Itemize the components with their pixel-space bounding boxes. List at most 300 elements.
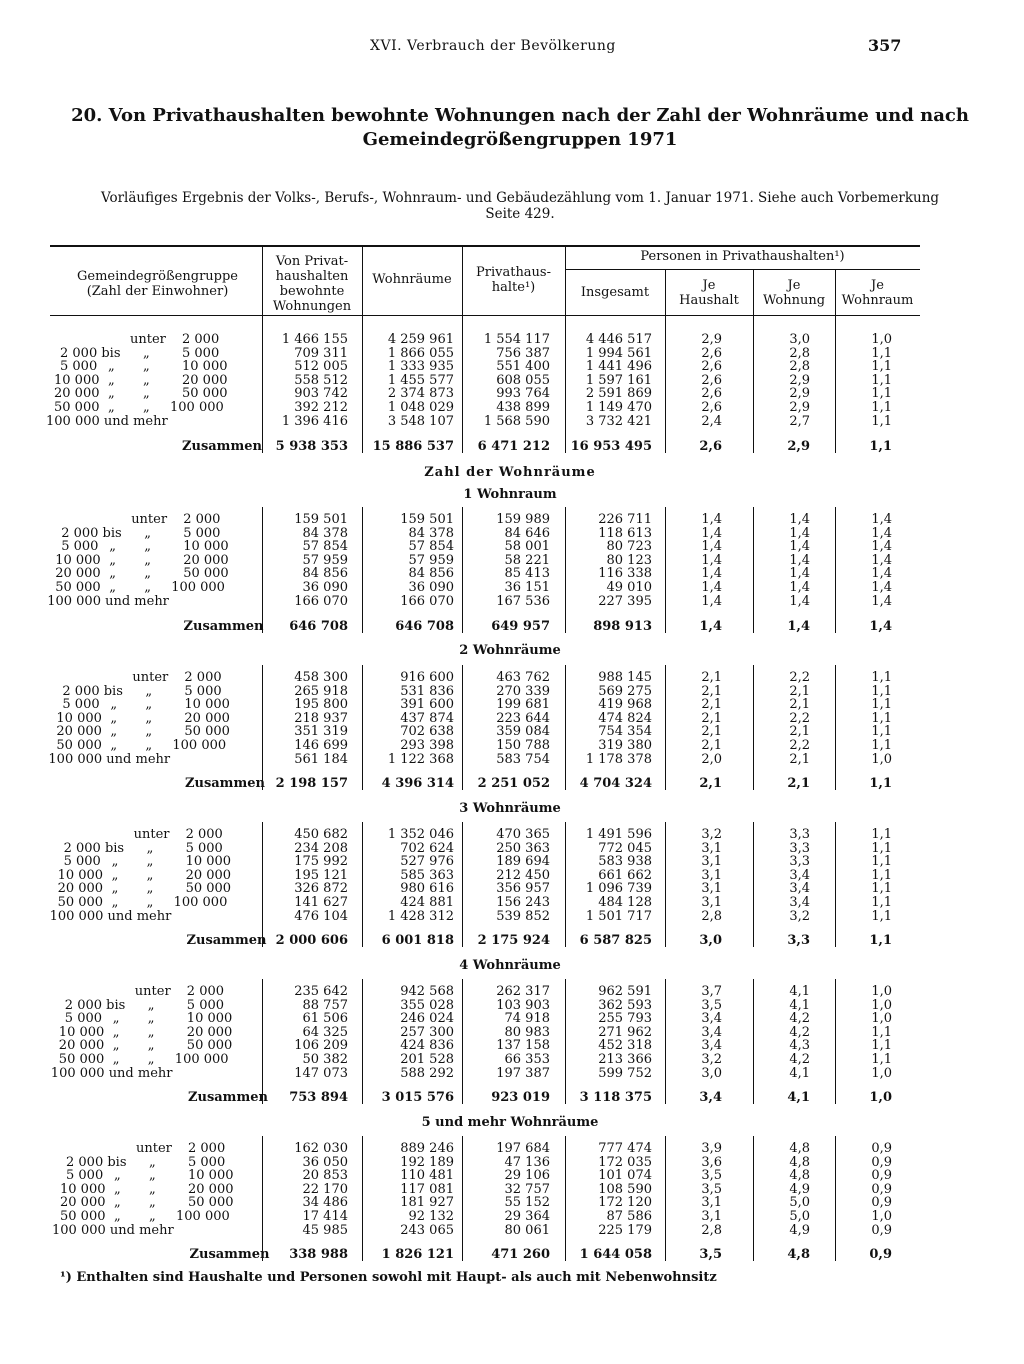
table-cell: 243 065 xyxy=(400,1222,454,1238)
table-cell: 756 387 xyxy=(496,345,550,361)
ditto-mark: „ xyxy=(145,724,153,740)
table-cell: 3,5 xyxy=(701,1168,722,1184)
ditto-mark: „ xyxy=(147,997,155,1013)
table-row xyxy=(50,1156,920,1170)
table-cell: 2,9 xyxy=(789,400,810,415)
table-cell: 58 221 xyxy=(504,552,550,568)
table-cell: 1,4 xyxy=(787,619,810,634)
table-cell: 1 644 058 xyxy=(579,1247,652,1262)
table-cell: 558 512 xyxy=(294,372,348,388)
table-cell: 1,1 xyxy=(871,1038,892,1054)
header-privat-l1: Privathaus- xyxy=(476,265,551,280)
ditto-mark: „ xyxy=(114,1168,121,1184)
table-cell: 147 073 xyxy=(294,1065,348,1081)
ditto-mark: „ xyxy=(111,867,119,883)
ditto-mark: „ xyxy=(145,738,153,753)
label-prefix: 10 000 xyxy=(55,552,101,568)
table-cell: 1,1 xyxy=(871,697,892,713)
running-header: XVI. Verbrauch der Bevölkerung xyxy=(370,38,616,54)
table-row xyxy=(50,712,920,726)
label-bound: 20 000 xyxy=(182,372,228,388)
table-cell: 167 536 xyxy=(496,593,550,609)
ditto-mark: „ xyxy=(144,580,151,595)
table-cell: 47 136 xyxy=(504,1154,550,1170)
table-cell: 539 852 xyxy=(496,908,550,924)
header-col-separator xyxy=(753,269,754,315)
table-cell: 608 055 xyxy=(496,372,550,388)
table-cell: 4,1 xyxy=(789,984,810,999)
subtitle-line-1: Vorläufiges Ergebnis der Volks-, Berufs-, Wohnraum- und Gebäudezählung vom 1. Januar 1971. Siehe auch Vorbemerkung xyxy=(100,190,940,206)
table-cell: 450 682 xyxy=(294,827,348,842)
table-cell: 1,1 xyxy=(869,933,892,948)
table-cell: 923 019 xyxy=(491,1090,550,1105)
table-row xyxy=(50,360,920,374)
header-wohnungen-l4: Wohnungen xyxy=(272,299,352,314)
table-cell: 3,3 xyxy=(789,827,810,842)
table-row xyxy=(50,1142,920,1156)
table-cell: 319 380 xyxy=(598,738,652,753)
label-bound: 10 000 xyxy=(183,539,229,555)
table-cell: 58 001 xyxy=(504,539,550,555)
ditto-mark: „ xyxy=(108,359,115,375)
table-cell: 1,1 xyxy=(871,670,892,685)
label-prefix: unter xyxy=(132,670,169,685)
table-total-row xyxy=(50,777,920,791)
table-row xyxy=(50,527,920,541)
table-row xyxy=(50,698,920,712)
table-cell: 2,8 xyxy=(701,908,722,924)
table-row xyxy=(50,1053,920,1067)
total-label: Zusammen xyxy=(185,776,265,791)
label-bound: 10 000 xyxy=(185,854,232,870)
table-cell: 916 600 xyxy=(400,670,454,685)
table-cell: 17 414 xyxy=(302,1209,348,1224)
label-prefix: 5 000 xyxy=(62,697,100,713)
table-cell: 3,3 xyxy=(789,840,810,856)
table-cell: 4,3 xyxy=(789,1038,810,1054)
table-cell: 3,1 xyxy=(701,1209,722,1224)
header-je-haushalt-l2: Haushalt xyxy=(679,293,739,308)
table-cell: 55 152 xyxy=(504,1195,550,1211)
table-cell: 3,3 xyxy=(789,854,810,870)
table-cell: 3,0 xyxy=(701,1065,722,1081)
table-cell: 1,4 xyxy=(789,593,810,609)
ditto-mark: „ xyxy=(109,539,116,555)
table-row xyxy=(50,855,920,869)
table-cell: 1 122 368 xyxy=(387,751,454,767)
table-cell: 2,2 xyxy=(789,710,810,726)
table-row xyxy=(50,739,920,753)
table-row xyxy=(50,685,920,699)
table-cell: 0,9 xyxy=(871,1141,892,1156)
table-cell: 80 061 xyxy=(504,1222,550,1238)
label-prefix: 20 000 xyxy=(54,386,100,402)
table-cell: 0,9 xyxy=(869,1247,892,1262)
table-cell: 599 752 xyxy=(598,1065,652,1081)
ditto-mark: „ xyxy=(111,895,119,910)
table-cell: 1,4 xyxy=(701,539,722,555)
ditto-mark: „ xyxy=(149,1195,156,1211)
ditto-mark: „ xyxy=(147,1038,155,1054)
table-cell: 471 260 xyxy=(491,1247,550,1262)
table-cell: 66 353 xyxy=(504,1052,550,1067)
label-bound: 100 000 xyxy=(170,400,224,415)
ditto-mark: „ xyxy=(112,1024,120,1040)
table-row xyxy=(50,1169,920,1183)
label-bound: 2 000 xyxy=(182,332,220,347)
table-cell: 392 212 xyxy=(294,400,348,415)
table-cell: 1,1 xyxy=(871,386,892,402)
header-col-separator xyxy=(835,269,836,315)
table-cell: 3,4 xyxy=(701,1011,722,1027)
table-cell: 561 184 xyxy=(294,751,348,767)
table-subtitle xyxy=(60,190,980,222)
table-cell: 1,1 xyxy=(871,710,892,726)
table-cell: 4,2 xyxy=(789,1011,810,1027)
ditto-mark: „ xyxy=(114,1209,121,1224)
table-cell: 709 311 xyxy=(294,345,348,361)
table-cell: 1 994 561 xyxy=(585,345,652,361)
table-cell: 117 081 xyxy=(400,1181,454,1197)
table-row xyxy=(50,896,920,910)
label-bound: 10 000 xyxy=(184,697,230,713)
table-cell: 338 988 xyxy=(289,1247,348,1262)
table-cell: 80 723 xyxy=(606,539,652,555)
ditto-mark: „ xyxy=(146,840,154,856)
table-cell: 6 001 818 xyxy=(381,933,454,948)
table-row xyxy=(50,1039,920,1053)
table-cell: 1,4 xyxy=(701,512,722,527)
ditto-mark: „ xyxy=(144,566,151,582)
table-cell: 156 243 xyxy=(496,895,550,910)
table-cell: 293 398 xyxy=(400,738,454,753)
table-cell: 85 413 xyxy=(504,566,550,582)
table-cell: 4,8 xyxy=(787,1247,810,1262)
label-prefix: 2 000 bis xyxy=(63,840,125,856)
table-cell: 2,6 xyxy=(701,386,722,402)
table-row xyxy=(50,753,920,767)
label-prefix: 2 000 bis xyxy=(66,1154,127,1170)
table-row xyxy=(50,1026,920,1040)
label-prefix: 20 000 xyxy=(58,1038,105,1054)
table-cell: 195 800 xyxy=(294,697,348,713)
label-prefix: 2 000 bis xyxy=(60,345,121,361)
label-prefix: 5 000 xyxy=(64,1011,103,1027)
table-cell: 29 106 xyxy=(504,1168,550,1184)
table-cell: 484 128 xyxy=(598,895,652,910)
table-cell: 3,4 xyxy=(701,1038,722,1054)
ditto-mark: „ xyxy=(143,345,150,361)
table-row xyxy=(50,725,920,739)
table-cell: 753 894 xyxy=(289,1090,348,1105)
ditto-mark: „ xyxy=(149,1209,156,1224)
header-je-haushalt-l1: Je xyxy=(702,278,716,293)
table-cell: 2,4 xyxy=(701,413,722,429)
table-cell: 1,4 xyxy=(701,593,722,609)
label-prefix: 100 000 und mehr xyxy=(47,593,169,609)
table-cell: 4,2 xyxy=(789,1052,810,1067)
table-cell: 2,7 xyxy=(789,413,810,429)
table-cell: 1,1 xyxy=(871,345,892,361)
table-cell: 181 927 xyxy=(400,1195,454,1211)
header-col-separator xyxy=(262,245,263,315)
table-cell: 1 826 121 xyxy=(381,1247,454,1262)
header-privat-l2: halte¹) xyxy=(491,280,536,295)
table-row xyxy=(50,554,920,568)
table-cell: 141 627 xyxy=(294,895,348,910)
table-cell: 2,1 xyxy=(701,697,722,713)
label-prefix: unter xyxy=(131,512,168,527)
section-heading: Zahl der Wohnräume xyxy=(424,465,596,480)
table-cell: 270 339 xyxy=(496,683,550,699)
table-cell: 4,8 xyxy=(789,1154,810,1170)
table-cell: 962 591 xyxy=(598,984,652,999)
table-cell: 172 120 xyxy=(598,1195,652,1211)
table-cell: 84 646 xyxy=(504,525,550,541)
table-row xyxy=(50,882,920,896)
label-prefix: 100 000 und mehr xyxy=(52,1222,174,1238)
table-cell: 15 886 537 xyxy=(372,439,454,454)
ditto-mark: „ xyxy=(146,895,154,910)
table-cell: 36 090 xyxy=(408,580,454,595)
table-cell: 569 275 xyxy=(598,683,652,699)
table-cell: 463 762 xyxy=(496,670,550,685)
label-bound: 50 000 xyxy=(184,724,230,740)
table-cell: 250 363 xyxy=(496,840,550,856)
table-cell: 197 684 xyxy=(496,1141,550,1156)
table-cell: 49 010 xyxy=(606,580,652,595)
table-cell: 1,4 xyxy=(871,512,892,527)
label-prefix: 50 000 xyxy=(55,580,101,595)
table-cell: 3,0 xyxy=(699,933,722,948)
table-cell: 2,2 xyxy=(789,738,810,753)
ditto-mark: „ xyxy=(145,710,153,726)
table-cell: 166 070 xyxy=(400,593,454,609)
ditto-mark: „ xyxy=(112,1011,120,1027)
table-cell: 1,1 xyxy=(871,724,892,740)
table-cell: 74 918 xyxy=(504,1011,550,1027)
table-cell: 1 466 155 xyxy=(281,332,348,347)
table-cell: 1,1 xyxy=(871,840,892,856)
table-cell: 234 208 xyxy=(294,840,348,856)
table-cell: 172 035 xyxy=(598,1154,652,1170)
table-row xyxy=(50,1210,920,1224)
table-cell: 777 474 xyxy=(598,1141,652,1156)
table-cell: 2,1 xyxy=(701,724,722,740)
label-prefix: 2 000 bis xyxy=(61,525,122,541)
table-cell: 1,4 xyxy=(789,580,810,595)
label-bound: 10 000 xyxy=(188,1168,234,1184)
table-cell: 3,2 xyxy=(789,908,810,924)
table-cell: 588 292 xyxy=(400,1065,454,1081)
table-cell: 3,4 xyxy=(701,1024,722,1040)
ditto-mark: „ xyxy=(146,854,154,870)
table-cell: 4,8 xyxy=(789,1168,810,1184)
table-cell: 3,7 xyxy=(701,984,722,999)
table-cell: 1,4 xyxy=(789,552,810,568)
ditto-mark: „ xyxy=(145,683,153,699)
table-cell: 29 364 xyxy=(504,1209,550,1224)
label-bound: 50 000 xyxy=(188,1195,234,1211)
label-bound: 100 000 xyxy=(176,1209,230,1224)
table-cell: 255 793 xyxy=(598,1011,652,1027)
table-cell: 512 005 xyxy=(294,359,348,375)
header-wohnungen-l2: haushalten xyxy=(275,269,349,284)
table-row xyxy=(50,1012,920,1026)
ditto-mark: „ xyxy=(109,566,116,582)
table-cell: 265 918 xyxy=(294,683,348,699)
label-prefix: unter xyxy=(134,984,171,999)
table-cell: 1,4 xyxy=(699,619,722,634)
table-cell: 4,1 xyxy=(787,1090,810,1105)
table-cell: 1,1 xyxy=(871,895,892,910)
table-cell: 1 352 046 xyxy=(387,827,454,842)
table-cell: 225 179 xyxy=(598,1222,652,1238)
ditto-mark: „ xyxy=(108,400,115,415)
label-prefix: 10 000 xyxy=(54,372,100,388)
table-cell: 3,1 xyxy=(701,840,722,856)
table-cell: 3,5 xyxy=(701,1181,722,1197)
header-je-wohnraum xyxy=(835,278,920,308)
label-bound: 2 000 xyxy=(188,1141,226,1156)
ditto-mark: „ xyxy=(143,372,150,388)
table-cell: 22 170 xyxy=(302,1181,348,1197)
table-cell: 531 836 xyxy=(400,683,454,699)
table-cell: 2,1 xyxy=(701,738,722,753)
table-cell: 0,9 xyxy=(871,1154,892,1170)
table-cell: 2 000 606 xyxy=(275,933,348,948)
total-label: Zusammen xyxy=(183,619,264,634)
table-cell: 226 711 xyxy=(598,512,652,527)
table-cell: 1,0 xyxy=(871,1065,892,1081)
table-cell: 218 937 xyxy=(294,710,348,726)
table-cell: 1,0 xyxy=(871,984,892,999)
table-cell: 476 104 xyxy=(294,908,348,924)
table-cell: 103 903 xyxy=(496,997,550,1013)
table-cell: 80 123 xyxy=(606,552,652,568)
label-bound: 2 000 xyxy=(183,512,221,527)
table-cell: 1 568 590 xyxy=(483,413,550,429)
header-gemeinde-line1: Gemeindegrößengruppe xyxy=(76,269,238,284)
table-cell: 3,4 xyxy=(789,895,810,910)
table-cell: 118 613 xyxy=(598,525,652,541)
label-prefix: 10 000 xyxy=(60,1181,106,1197)
table-cell: 197 387 xyxy=(496,1065,550,1081)
label-bound: 5 000 xyxy=(188,1154,226,1170)
table-row xyxy=(50,540,920,554)
label-bound: 2 000 xyxy=(184,670,222,685)
header-col-separator xyxy=(462,245,463,315)
table-cell: 3,4 xyxy=(789,881,810,897)
total-label: Zusammen xyxy=(188,1090,268,1105)
table-cell: 583 938 xyxy=(598,854,652,870)
table-cell: 391 600 xyxy=(400,697,454,713)
label-prefix: unter xyxy=(136,1141,172,1156)
table-cell: 5,0 xyxy=(789,1209,810,1224)
table-cell: 2 198 157 xyxy=(275,776,348,791)
table-cell: 3 548 107 xyxy=(387,413,454,429)
table-cell: 45 985 xyxy=(302,1222,348,1238)
label-prefix: 50 000 xyxy=(57,895,104,910)
label-bound: 50 000 xyxy=(182,386,228,402)
table-cell: 4 396 314 xyxy=(381,776,454,791)
table-cell: 470 365 xyxy=(496,827,550,842)
section-subheading: 3 Wohnräume xyxy=(459,801,561,816)
table-cell: 4 259 961 xyxy=(387,332,454,347)
table-cell: 1,4 xyxy=(789,525,810,541)
ditto-mark: „ xyxy=(114,1181,121,1197)
table-cell: 1 396 416 xyxy=(281,413,348,429)
total-label: Zusammen xyxy=(186,933,267,948)
table-cell: 424 881 xyxy=(400,895,454,910)
table-cell: 458 300 xyxy=(294,670,348,685)
section-subheading: 2 Wohnräume xyxy=(459,643,561,658)
table-cell: 3,5 xyxy=(699,1247,722,1262)
table-row xyxy=(46,413,920,429)
table-cell: 16 953 495 xyxy=(570,439,652,454)
section-subheading: 4 Wohnräume xyxy=(459,958,561,973)
table-cell: 702 638 xyxy=(400,724,454,740)
table-cell: 2,9 xyxy=(701,332,722,347)
table-cell: 551 400 xyxy=(496,359,550,375)
table-total-row xyxy=(50,934,920,948)
table-cell: 80 983 xyxy=(504,1024,550,1040)
table-cell: 1,1 xyxy=(871,738,892,753)
table-cell: 1,4 xyxy=(871,580,892,595)
table-cell: 4,2 xyxy=(789,1024,810,1040)
table-cell: 213 366 xyxy=(598,1052,652,1067)
ditto-mark: „ xyxy=(147,1024,155,1040)
table-cell: 32 757 xyxy=(504,1181,550,1197)
table-cell: 2 374 873 xyxy=(387,386,454,402)
table-row xyxy=(47,593,920,609)
table-cell: 1,1 xyxy=(871,854,892,870)
table-cell: 1 597 161 xyxy=(585,372,652,388)
table-cell: 1,1 xyxy=(871,359,892,375)
header-je-haushalt xyxy=(665,278,753,308)
table-cell: 2,1 xyxy=(701,683,722,699)
table-row xyxy=(50,985,920,999)
table-cell: 2,8 xyxy=(789,345,810,361)
table-cell: 2,6 xyxy=(699,439,722,454)
table-cell: 3,3 xyxy=(787,933,810,948)
table-cell: 0,9 xyxy=(871,1222,892,1238)
table-cell: 474 824 xyxy=(598,710,652,726)
table-cell: 159 501 xyxy=(400,512,454,527)
table-cell: 3,2 xyxy=(701,827,722,842)
ditto-mark: „ xyxy=(149,1168,156,1184)
label-prefix: 5 000 xyxy=(66,1168,104,1184)
table-cell: 702 624 xyxy=(400,840,454,856)
table-row xyxy=(50,842,920,856)
table-row xyxy=(50,1183,920,1197)
label-bound: 5 000 xyxy=(183,525,221,541)
table-cell: 4,9 xyxy=(789,1222,810,1238)
header-bottom-rule xyxy=(50,315,920,316)
table-row xyxy=(50,999,920,1013)
table-cell: 235 642 xyxy=(294,984,348,999)
ditto-mark: „ xyxy=(144,525,151,541)
table-cell: 2,1 xyxy=(789,683,810,699)
ditto-mark: „ xyxy=(143,400,150,415)
table-cell: 2,9 xyxy=(789,386,810,402)
table-cell: 993 764 xyxy=(496,386,550,402)
table-cell: 1,1 xyxy=(871,400,892,415)
table-cell: 57 854 xyxy=(408,539,454,555)
label-prefix: 20 000 xyxy=(60,1195,106,1211)
title-line-2: Gemeindegrößengruppen 1971 xyxy=(362,129,678,150)
ditto-mark: „ xyxy=(109,552,116,568)
